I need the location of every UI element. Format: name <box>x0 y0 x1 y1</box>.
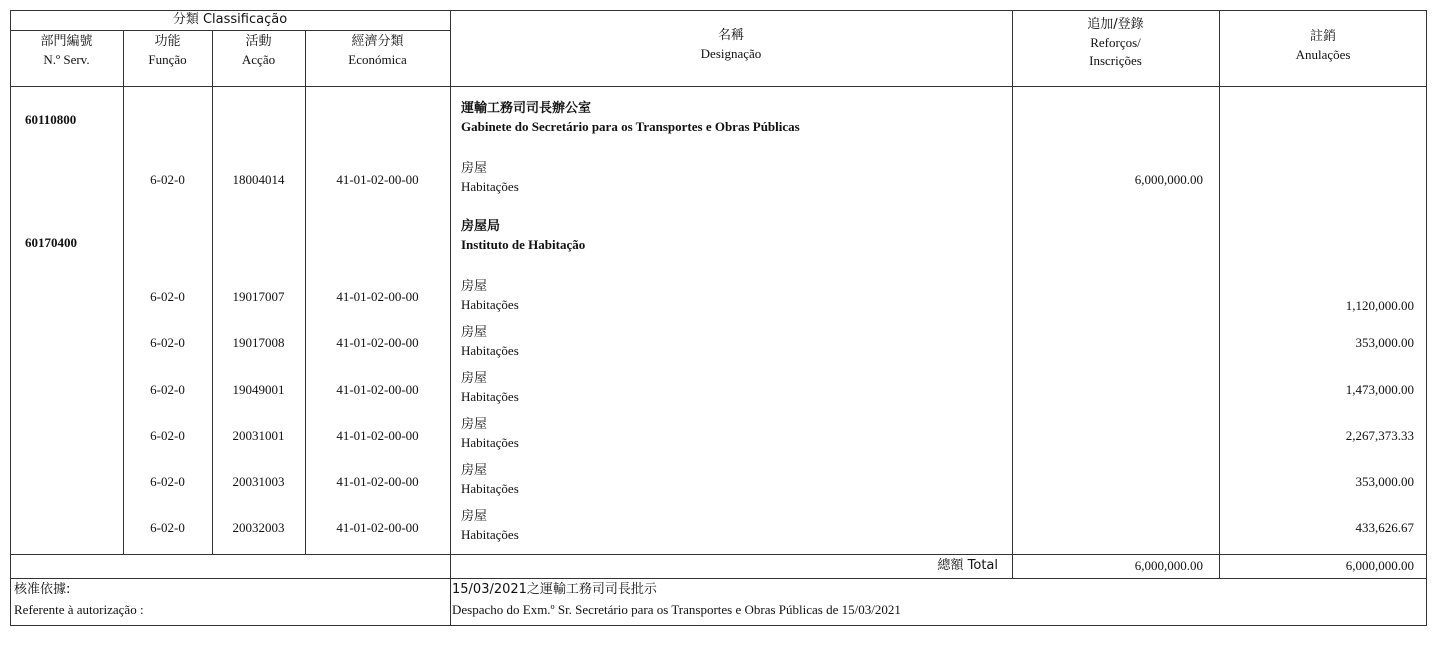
row-3-act: 19017007 <box>232 289 285 304</box>
row-4-name-pt: Habitações <box>461 343 519 358</box>
header-name-pt: Designação <box>700 46 762 61</box>
row-8-econ: 41-01-02-00-00 <box>336 520 419 535</box>
row-6-econ: 41-01-02-00-00 <box>336 428 419 443</box>
total-cancel: 6,000,000.00 <box>1345 558 1414 573</box>
row-1-add: 6,000,000.00 <box>1134 172 1203 187</box>
header-act-zh: 活動 <box>245 34 272 49</box>
row-4-econ: 41-01-02-00-00 <box>336 335 419 350</box>
row-0-dept: 60110800 <box>25 112 77 127</box>
header-add-zh: 追加/登錄 <box>1087 17 1144 32</box>
row-3-name-zh: 房屋 <box>461 279 488 294</box>
row-7-econ: 41-01-02-00-00 <box>336 474 419 489</box>
header-dept-pt: N.º Serv. <box>43 52 90 67</box>
header-econ-pt: Económica <box>348 52 407 67</box>
row-1-econ: 41-01-02-00-00 <box>336 172 419 187</box>
row-7-name-pt: Habitações <box>461 481 519 496</box>
row-8-name-zh: 房屋 <box>461 509 488 524</box>
header-cancel-zh: 註銷 <box>1309 29 1336 44</box>
authorization-label-pt: Referente à autorização : <box>14 602 144 617</box>
row-4-func: 6-02-0 <box>150 335 185 350</box>
row-8-name <box>461 508 519 544</box>
row-4-act: 19017008 <box>232 335 285 350</box>
row-4-name <box>461 324 519 360</box>
row-1-name-zh: 房屋 <box>461 161 488 176</box>
row-5-name-zh: 房屋 <box>461 371 488 386</box>
row-6-act: 20031001 <box>232 428 285 443</box>
row-7-cancel: 353,000.00 <box>1355 474 1414 489</box>
row-5-act: 19049001 <box>232 382 285 397</box>
header-name-zh: 名稱 <box>717 28 744 43</box>
header-cancel-pt: Anulações <box>1295 47 1351 62</box>
row-1-name-pt: Habitações <box>461 179 519 194</box>
row-5-name <box>461 370 519 406</box>
row-6-name <box>461 416 519 452</box>
row-8-func: 6-02-0 <box>150 520 185 535</box>
row-0-name <box>461 100 800 136</box>
row-1-act: 18004014 <box>232 172 285 187</box>
budget-table <box>10 10 1428 626</box>
row-7-name <box>461 462 519 498</box>
row-3-func: 6-02-0 <box>150 289 185 304</box>
header-econ-zh: 經濟分類 <box>351 34 404 49</box>
row-6-name-zh: 房屋 <box>461 417 488 432</box>
header-add-pt1: Reforços/ <box>1090 35 1141 50</box>
row-6-func: 6-02-0 <box>150 428 185 443</box>
header-act-pt: Acção <box>241 52 276 67</box>
header-func-zh: 功能 <box>154 34 181 49</box>
row-8-act: 20032003 <box>232 520 285 535</box>
row-1-name <box>461 160 519 196</box>
row-2-dept: 60170400 <box>25 235 77 250</box>
header-classification: 分類 Classificação <box>172 12 288 27</box>
row-0-name-pt: Gabinete do Secretário para os Transportes e Obras Públicas <box>461 119 800 134</box>
header-add-pt2: Inscrições <box>1089 53 1142 68</box>
row-0-name-zh: 運輸工務司司長辦公室 <box>461 101 592 116</box>
row-7-act: 20031003 <box>232 474 285 489</box>
row-5-func: 6-02-0 <box>150 382 185 397</box>
row-4-cancel: 353,000.00 <box>1355 335 1414 350</box>
row-3-name <box>461 278 519 314</box>
authorization-text-zh: 15/03/2021之運輸工務司司長批示 <box>452 582 657 597</box>
rule-header-bottom <box>10 86 1427 87</box>
row-5-cancel: 1,473,000.00 <box>1345 382 1414 397</box>
row-3-name-pt: Habitações <box>461 297 519 312</box>
rule-classification <box>10 30 450 31</box>
row-6-name-pt: Habitações <box>461 435 519 450</box>
header-func-pt: Função <box>148 52 187 67</box>
row-3-econ: 41-01-02-00-00 <box>336 289 419 304</box>
row-7-name-zh: 房屋 <box>461 463 488 478</box>
total-add: 6,000,000.00 <box>1134 558 1203 573</box>
row-8-cancel: 433,626.67 <box>1355 520 1414 535</box>
row-6-cancel: 2,267,373.33 <box>1345 428 1414 443</box>
row-7-func: 6-02-0 <box>150 474 185 489</box>
row-5-econ: 41-01-02-00-00 <box>336 382 419 397</box>
rule-body-bottom <box>10 554 1427 555</box>
rule-col-4 <box>450 10 451 626</box>
row-2-name-zh: 房屋局 <box>461 219 501 234</box>
rule-col-6 <box>1219 10 1220 578</box>
row-1-func: 6-02-0 <box>150 172 185 187</box>
authorization-label-zh: 核准依據: <box>14 582 71 597</box>
rule-col-5 <box>1012 10 1013 578</box>
header-dept-zh: 部門編號 <box>40 34 93 49</box>
rule-total-bottom <box>10 578 1427 579</box>
row-2-name-pt: Instituto de Habitação <box>461 237 586 252</box>
authorization-text-pt: Despacho do Exm.º Sr. Secretário para os Transportes e Obras Públicas de 15/03/2021 <box>452 602 901 617</box>
row-4-name-zh: 房屋 <box>461 325 488 340</box>
row-8-name-pt: Habitações <box>461 527 519 542</box>
total-label: 總額 Total <box>937 558 998 573</box>
row-5-name-pt: Habitações <box>461 389 519 404</box>
row-3-cancel: 1,120,000.00 <box>1345 298 1414 313</box>
row-2-name <box>461 218 585 254</box>
